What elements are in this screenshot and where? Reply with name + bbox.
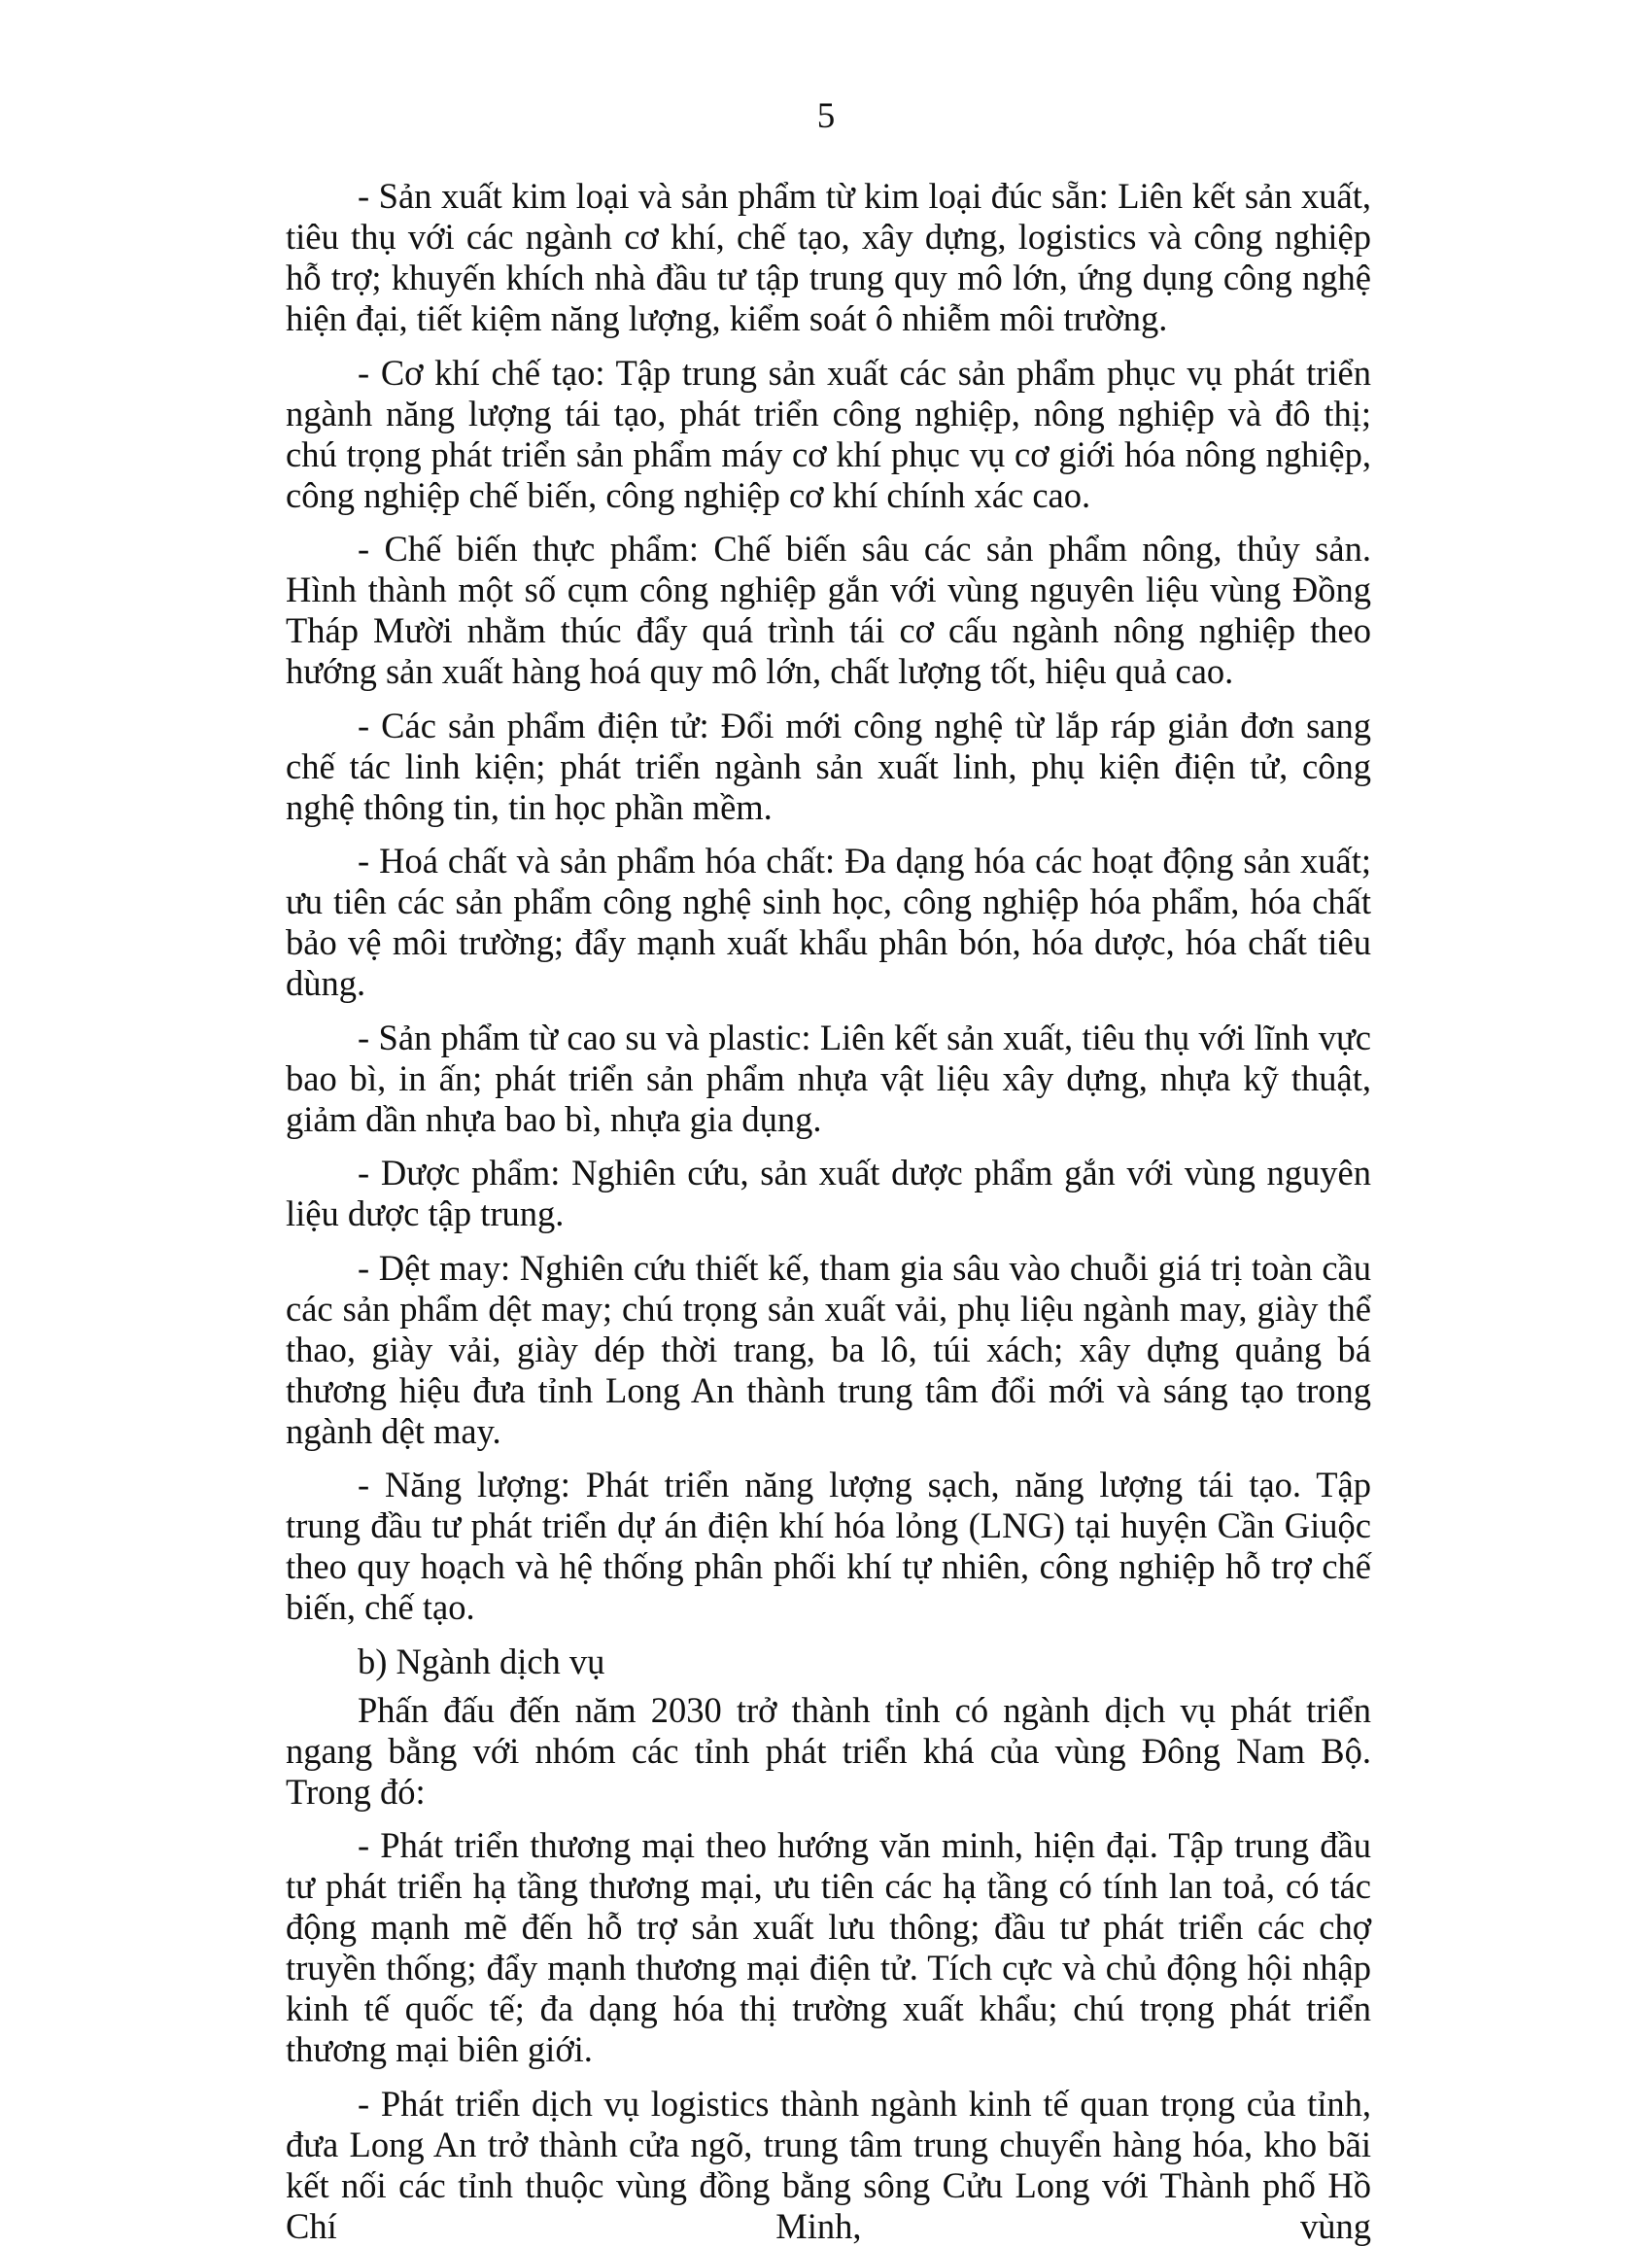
paragraph-electronics: - Các sản phẩm điện tử: Đổi mới công nghệ từ lắp ráp giản đơn sang chế tác linh kiện; phát triển ngành sản xuất linh, phụ kiện điện tử, công nghệ thông tin, tin học phần mềm. [286, 705, 1371, 827]
paragraph-metal-products: - Sản xuất kim loại và sản phẩm từ kim loại đúc sẵn: Liên kết sản xuất, tiêu thụ với các ngành cơ khí, chế tạo, xây dựng, logistics và công nghiệp hỗ trợ; khuyến khích nhà đầu tư tập trung quy mô lớn, ứng dụng công nghệ hiện đại, tiết kiệm năng lượng, kiểm soát ô nhiễm môi trường. [286, 176, 1371, 338]
paragraph-energy: - Năng lượng: Phát triển năng lượng sạch, năng lượng tái tạo. Tập trung đầu tư phát triển dự án điện khí hóa lỏng (LNG) tại huyện Cần Giuộc theo quy hoạch và hệ thống phân phối khí tự nhiên, công nghiệp hỗ trợ chế biến, chế tạo. [286, 1465, 1371, 1627]
paragraph-textiles: - Dệt may: Nghiên cứu thiết kế, tham gia sâu vào chuỗi giá trị toàn cầu các sản phẩm dệt may; chú trọng sản xuất vải, phụ liệu ngành may, giày thể thao, giày vải, giày dép thời trang, ba lô, túi xách; xây dựng quảng bá thương hiệu đưa tỉnh Long An thành trung tâm đổi mới và sáng tạo trong ngành dệt may. [286, 1247, 1371, 1451]
paragraph-food-processing: - Chế biến thực phẩm: Chế biến sâu các sản phẩm nông, thủy sản. Hình thành một số cụm công nghiệp gắn với vùng nguyên liệu vùng Đồng Tháp Mười nhằm thúc đẩy quá trình tái cơ cấu ngành nông nghiệp theo hướng sản xuất hàng hoá quy mô lớn, chất lượng tốt, hiệu quả cao. [286, 529, 1371, 691]
paragraph-chemicals: - Hoá chất và sản phẩm hóa chất: Đa dạng hóa các hoạt động sản xuất; ưu tiên các sản phẩm công nghệ sinh học, công nghiệp hóa phẩm, hóa chất bảo vệ môi trường; đẩy mạnh xuất khẩu phân bón, hóa dược, hóa chất tiêu dùng. [286, 841, 1371, 1003]
paragraph-trade: - Phát triển thương mại theo hướng văn minh, hiện đại. Tập trung đầu tư phát triển hạ tầng thương mại, ưu tiên các hạ tầng có tính lan toả, có tác động mạnh mẽ đến hỗ trợ sản xuất lưu thông; đầu tư phát triển các chợ truyền thống; đẩy mạnh thương mại điện tử. Tích cực và chủ động hội nhập kinh tế quốc tế; đa dạng hóa thị trường xuất khẩu; chú trọng phát triển thương mại biên giới. [286, 1825, 1371, 2069]
document-body [286, 176, 1371, 2247]
paragraph-pharmaceuticals: - Dược phẩm: Nghiên cứu, sản xuất dược phẩm gắn với vùng nguyên liệu dược tập trung. [286, 1153, 1371, 1233]
section-heading-services: b) Ngành dịch vụ [358, 1641, 605, 1681]
paragraph-logistics: - Phát triển dịch vụ logistics thành ngành kinh tế quan trọng của tỉnh, đưa Long An trở thành cửa ngõ, trung tâm trung chuyển hàng hóa, kho bãi kết nối các tỉnh thuộc vùng đồng bằng sông Cửu Long với Thành phố Hồ Chí Minh, vùng [286, 2083, 1371, 2246]
paragraph-services-goal: Phấn đấu đến năm 2030 trở thành tỉnh có ngành dịch vụ phát triển ngang bằng với nhóm các tỉnh phát triển khá của vùng Đông Nam Bộ. Trong đó: [286, 1689, 1371, 1812]
paragraph-mechanical-engineering: - Cơ khí chế tạo: Tập trung sản xuất các sản phẩm phục vụ phát triển ngành năng lượng tái tạo, phát triển công nghiệp, nông nghiệp và đô thị; chú trọng phát triển sản phẩm máy cơ khí phục vụ cơ giới hóa nông nghiệp, công nghiệp chế biến, công nghiệp cơ khí chính xác cao. [286, 352, 1371, 515]
paragraph-rubber-plastic: - Sản phẩm từ cao su và plastic: Liên kết sản xuất, tiêu thụ với lĩnh vực bao bì, in ấn; phát triển sản phẩm nhựa vật liệu xây dựng, nhựa kỹ thuật, giảm dần nhựa bao bì, nhựa gia dụng. [286, 1017, 1371, 1139]
page-number: 5 [816, 96, 836, 136]
